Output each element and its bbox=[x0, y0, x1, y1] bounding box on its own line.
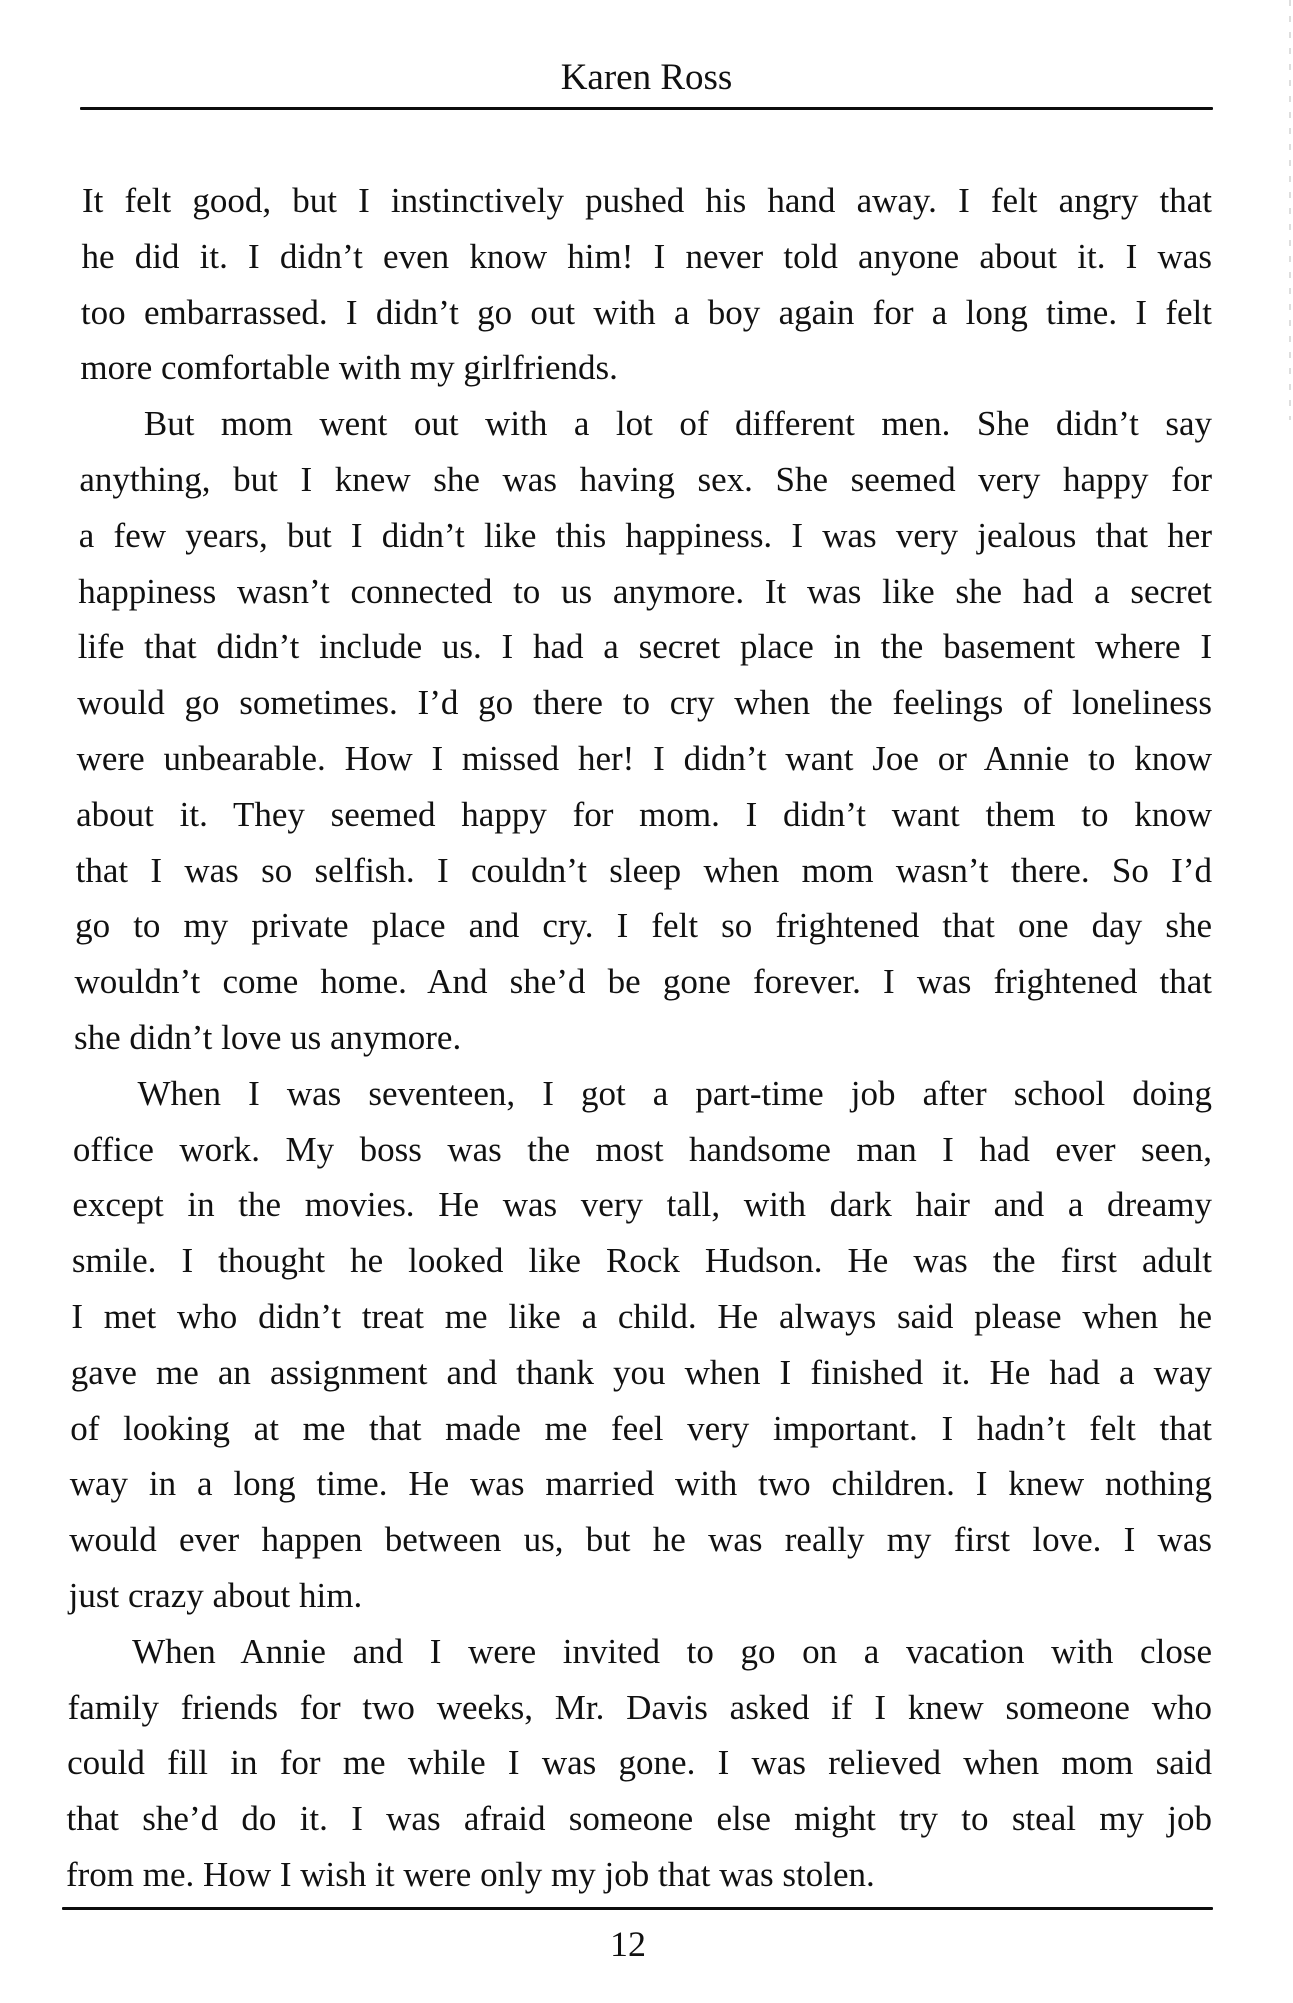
text-line: happiness wasn’t connected to us anymore. It was like she had a secret bbox=[78, 571, 1212, 611]
text-line: I met who didn’t treat me like a child. He always said please when he bbox=[71, 1297, 1212, 1336]
text-line: a few years, but I didn’t like this happiness. I was very jealous that her bbox=[78, 515, 1212, 555]
scan-edge-artifact bbox=[1289, 0, 1291, 420]
text-line: When I was seventeen, I got a part-time job after school doing bbox=[137, 1073, 1212, 1113]
text-line: more comfortable with my girlfriends. bbox=[80, 348, 618, 388]
text-line: would ever happen between us, but he was really my first love. I was bbox=[69, 1520, 1212, 1560]
text-line: It felt good, but I instinctively pushed his hand away. I felt angry that bbox=[82, 181, 1212, 220]
text-line: were unbearable. How I missed her! I didn’t want Joe or Annie to know bbox=[76, 739, 1212, 778]
text-line: about it. They seemed happy for mom. I didn’t want them to know bbox=[76, 794, 1212, 834]
page-number: 12 bbox=[610, 1924, 646, 1964]
text-line: But mom went out with a lot of different men. She didn’t say bbox=[143, 404, 1212, 444]
text-line: could fill in for me while I was gone. I was relieved when mom said bbox=[67, 1743, 1212, 1783]
text-line: office work. My boss was the most handsome man I had ever seen, bbox=[72, 1129, 1212, 1169]
text-line: of looking at me that made me feel very important. I hadn’t felt that bbox=[70, 1408, 1212, 1448]
text-line: When Annie and I were invited to go on a vacation with close bbox=[132, 1631, 1212, 1671]
text-line: just crazy about him. bbox=[68, 1576, 363, 1615]
text-line: except in the movies. He was very tall, with dark hair and a dreamy bbox=[72, 1185, 1212, 1225]
running-head: Karen Ross bbox=[560, 57, 733, 98]
text-line: wouldn’t come home. And she’d be gone forever. I was frightened that bbox=[74, 962, 1212, 1002]
text-line: that I was so selfish. I couldn’t sleep when mom wasn’t there. So I’d bbox=[75, 850, 1212, 890]
text-line: gave me an assignment and thank you when I finished it. He had a way bbox=[70, 1352, 1212, 1392]
text-line: from me. How I wish it were only my job that was stolen. bbox=[66, 1855, 875, 1894]
text-line: would go sometimes. I’d go there to cry when the feelings of loneliness bbox=[77, 683, 1212, 723]
footer-rule bbox=[62, 1907, 1213, 1910]
text-line: way in a long time. He was married with two children. I knew nothing bbox=[69, 1464, 1212, 1504]
text-line: that she’d do it. I was afraid someone else might try to steal my job bbox=[66, 1799, 1212, 1839]
text-line: family friends for two weeks, Mr. Davis asked if I knew someone who bbox=[67, 1687, 1212, 1727]
text-line: smile. I thought he looked like Rock Hudson. He was the first adult bbox=[71, 1241, 1212, 1281]
text-line: she didn’t love us anymore. bbox=[74, 1018, 462, 1057]
text-line: anything, but I knew she was having sex. She seemed very happy for bbox=[79, 460, 1212, 499]
text-line: go to my private place and cry. I felt so frightened that one day she bbox=[75, 906, 1212, 946]
text-line: he did it. I didn’t even know him! I never told anyone about it. I was bbox=[81, 236, 1212, 276]
text-line: life that didn’t include us. I had a secret place in the basement where I bbox=[77, 627, 1212, 667]
text-line: too embarrassed. I didn’t go out with a boy again for a long time. I felt bbox=[80, 292, 1212, 332]
